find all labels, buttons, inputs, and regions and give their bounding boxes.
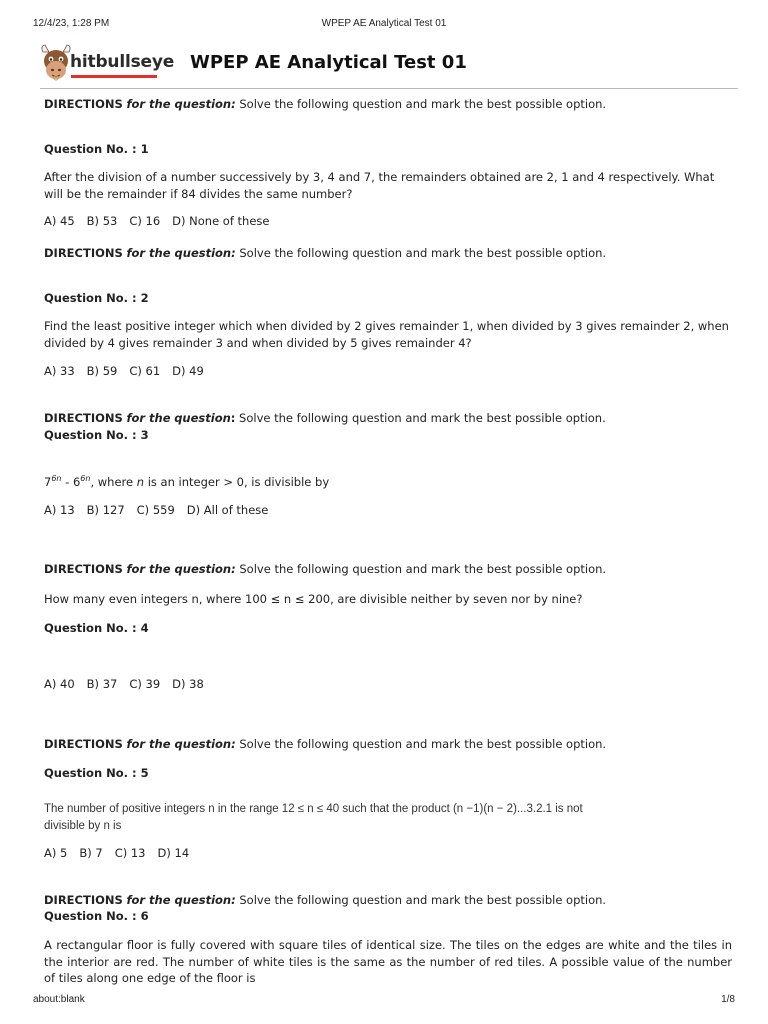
directions-q5 <box>44 736 732 753</box>
option-a: A) 5 <box>44 846 68 860</box>
options-row <box>44 845 732 862</box>
option-d: D) 49 <box>172 364 204 378</box>
directions-question-word: question <box>174 411 231 425</box>
option-d: D) 14 <box>157 846 190 860</box>
question-text: A rectangular floor is fully covered with square tiles of identical size. The tiles on the edges are white and the tiles in the interior are red. The number of white tiles is the same as the number of red tiles. A possible value of the number of tiles along one edge of the floor is <box>44 938 732 985</box>
directions-colon: : <box>230 411 236 425</box>
question-number: Question No. : 5 <box>44 766 149 780</box>
option-a: A) 33 <box>44 364 75 378</box>
question-number: Question No. : 6 <box>44 909 149 923</box>
logo-wordmark: hitbullseye <box>70 52 175 72</box>
option-b: B) 37 <box>86 677 118 691</box>
option-c: C) 559 <box>136 503 175 517</box>
option-d: D) None of these <box>172 214 270 228</box>
directions-q3 <box>44 410 732 427</box>
expr-where: , where <box>90 475 137 489</box>
option-c: C) 16 <box>129 214 161 228</box>
directions-q4 <box>44 561 732 578</box>
directions-label: DIRECTIONS <box>44 246 123 260</box>
directions-text: Solve the following question and mark the best possible option. <box>239 893 607 907</box>
expr-rest: is an integer > 0, is divisible by <box>144 475 330 489</box>
expr-var-n: n <box>136 475 145 489</box>
directions-label: DIRECTIONS <box>44 893 123 907</box>
directions-q6 <box>44 892 732 909</box>
question-text-line-2: divisible by n is <box>44 820 122 832</box>
directions-for-question: for the question: <box>126 246 236 260</box>
directions-text: Solve the following question and mark the best possible option. <box>239 97 607 111</box>
question-number: Question No. : 3 <box>44 428 149 442</box>
directions-text: Solve the following question and mark the best possible option. <box>239 737 607 751</box>
directions-text: Solve the following question and mark the best possible option. <box>239 411 606 425</box>
print-page-title: WPEP AE Analytical Test 01 <box>321 18 447 29</box>
question-number: Question No. : 4 <box>44 621 149 635</box>
option-a: A) 13 <box>44 503 75 517</box>
expr-exponent-1: 6n <box>51 474 62 484</box>
question-number: Question No. : 2 <box>44 291 149 305</box>
question-number: Question No. : 1 <box>44 142 149 156</box>
option-b: B) 127 <box>86 503 125 517</box>
options-row <box>44 213 732 230</box>
option-b: B) 7 <box>79 846 103 860</box>
option-d: D) 38 <box>172 677 204 691</box>
directions-text: Solve the following question and mark the best possible option. <box>239 246 607 260</box>
print-datetime: 12/4/23, 1:28 PM <box>33 18 110 29</box>
options-row <box>44 676 732 693</box>
directions-for-question: for the question: <box>126 562 236 576</box>
option-c: C) 39 <box>129 677 161 691</box>
option-a: A) 45 <box>44 214 75 228</box>
print-page-number: 1/8 <box>721 994 735 1005</box>
hitbullseye-logo <box>40 42 175 84</box>
directions-text: Solve the following question and mark the best possible option. <box>239 562 607 576</box>
directions-q2 <box>44 245 732 262</box>
directions-for-the: for the <box>126 411 171 425</box>
directions-label: DIRECTIONS <box>44 411 123 425</box>
option-b: B) 59 <box>86 364 118 378</box>
option-b: B) 53 <box>86 214 118 228</box>
question-text: How many even integers n, where 100 ≤ n ≤ 200, are divisible neither by seven nor by nine? <box>44 592 583 606</box>
print-url: about:blank <box>33 994 85 1005</box>
option-c: C) 13 <box>114 846 146 860</box>
question-text-line-1: The number of positive integers n in the range 12 ≤ n ≤ 40 such that the product (n −1)(n − 2)...3.2.1 is not <box>44 803 583 815</box>
question-text: Find the least positive integer which when divided by 2 gives remainder 1, when divided by 3 gives remainder 2, when divided by 4 gives remainder 3 and when divided by 5 gives remainder 4? <box>44 319 729 350</box>
logo-underline <box>71 75 157 78</box>
document-title: WPEP AE Analytical Test 01 <box>190 52 467 73</box>
expr-exponent-2: 6n <box>80 474 91 484</box>
options-row <box>44 502 732 519</box>
question-text: After the division of a number successively by 3, 4 and 7, the remainders obtained are 2, 1 and 4 respectively. What will be the remainder if 84 divides the same number? <box>44 170 715 201</box>
expr-base-7: 7 <box>44 475 52 489</box>
directions-for-question: for the question: <box>126 737 236 751</box>
option-c: C) 61 <box>129 364 161 378</box>
directions-for-question: for the question: <box>126 97 236 111</box>
bull-mascot-icon <box>40 44 72 82</box>
directions-q1 <box>44 96 732 113</box>
directions-label: DIRECTIONS <box>44 97 123 111</box>
question-expression <box>44 474 732 491</box>
expr-minus-6: - 6 <box>61 475 81 489</box>
options-row <box>44 363 732 380</box>
directions-label: DIRECTIONS <box>44 562 123 576</box>
brand-bar <box>40 40 738 89</box>
option-d: D) All of these <box>186 503 269 517</box>
directions-for-question: for the question: <box>126 893 236 907</box>
option-a: A) 40 <box>44 677 75 691</box>
directions-label: DIRECTIONS <box>44 737 123 751</box>
